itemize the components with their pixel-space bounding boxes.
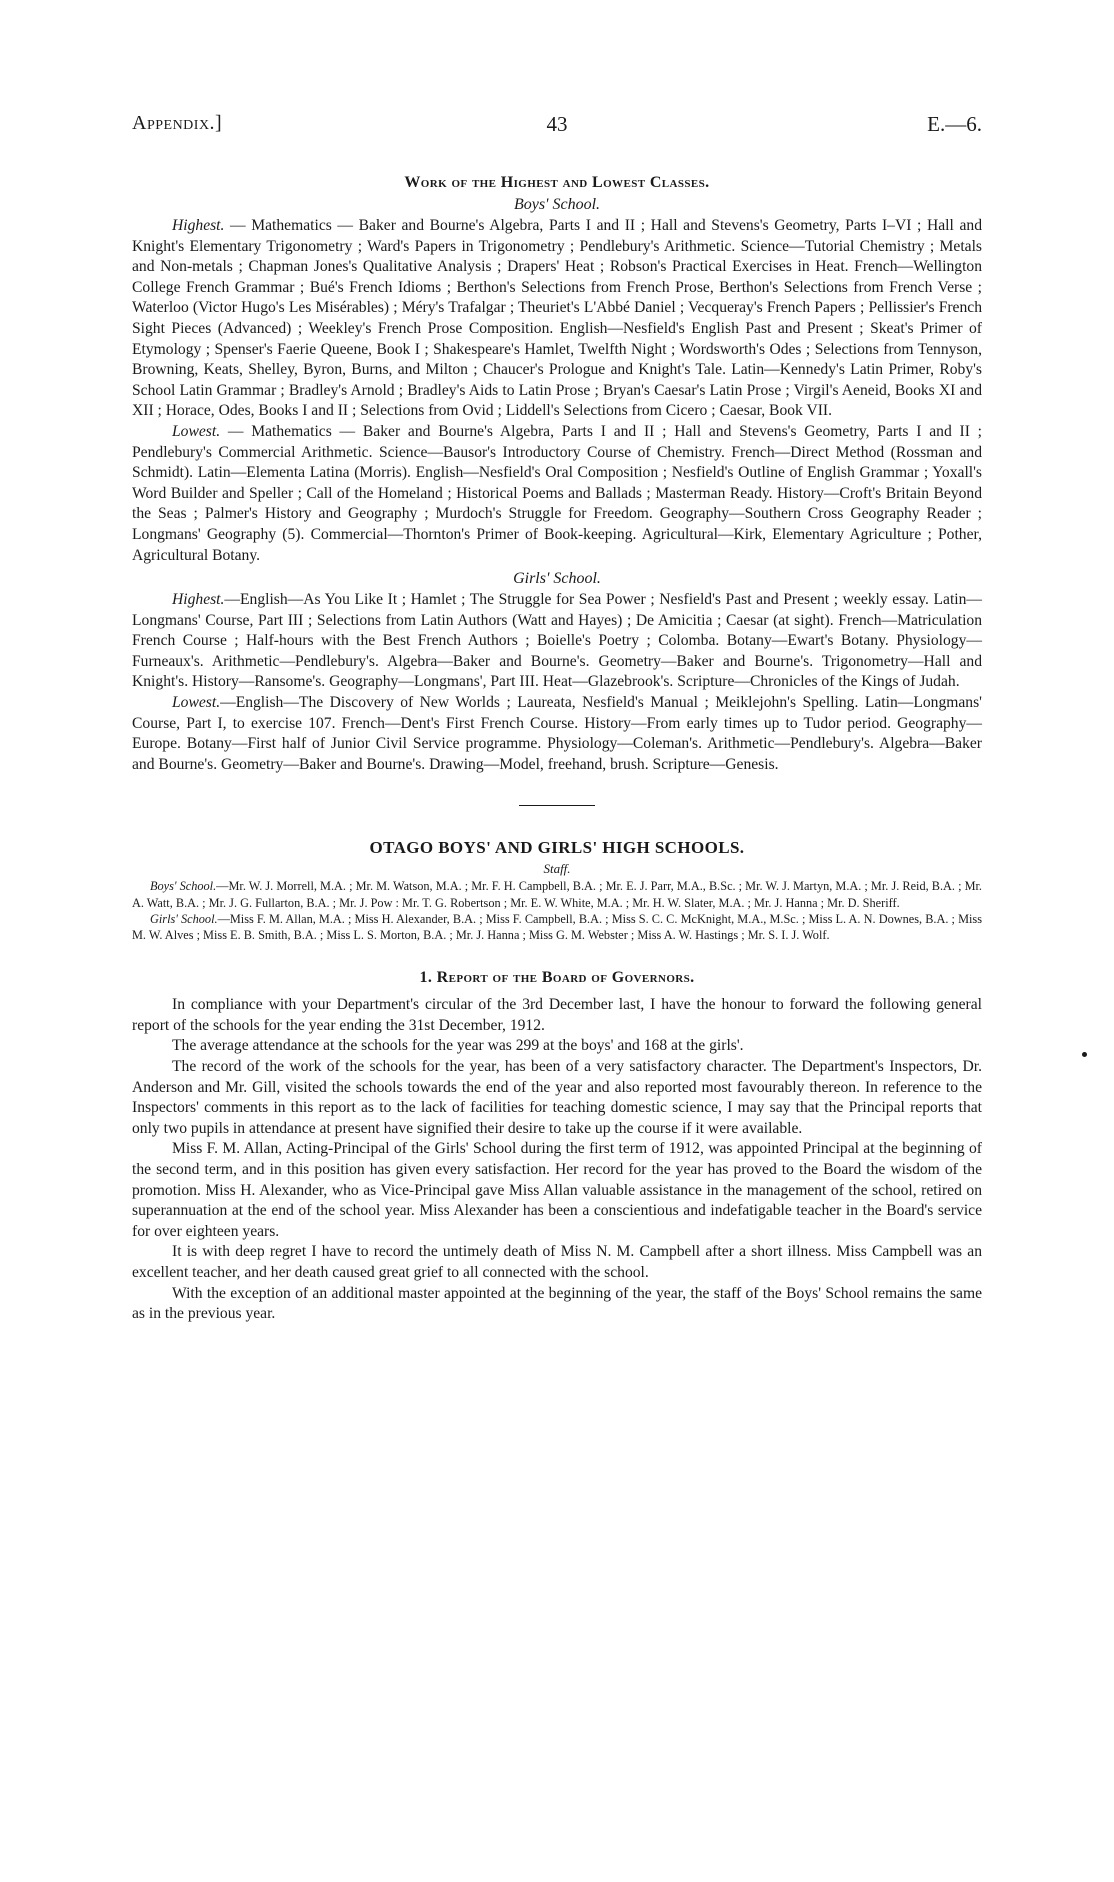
girls-highest-lead: Highest.	[172, 591, 225, 609]
girls-staff-lead: Girls' School.	[150, 911, 218, 926]
girls-highest-text: —English—As You Like It ; Hamlet ; The Struggle for Sea Power ; Nesfield's Past and Present ; weekly essay. Latin—Longmans' Course, Part III ; Selections from Latin Authors (Watt and Hayes) ; De Amicitia ; Caesar (at sight). French—Matriculation French Course ; Half-hours with the Best French Authors ; Boielle's Poetry ; Colomba. Botany—Ewart's Botany. Physiology—Furneaux's. Arithmetic—Pendlebury's. Algebra—Baker and Bourne's. Geometry—Baker and Bourne's. Trigonometry—Hall and Knight's. History—Ransome's. Geography—Longmans', Part III. Heat—Glazebrook's. Scripture—Chronicles of the Kings of Judah.	[132, 591, 982, 691]
boys-lowest-text: — Mathematics — Baker and Bourne's Algebra, Parts I and II ; Hall and Stevens's Geometry, Parts I and II ; Pendlebury's Commercial Arithmetic. Science—Bausor's Introductory Course of Chemistry. French—Direct Method (Rossman and Schmidt). Latin—Elementa Latina (Morris). English—Nesfield's Oral Composition ; Nesfield's Outline of English Grammar ; Yoxall's Word Builder and Speller ; Call of the Homeland ; Historical Poems and Ballads ; Masterman Ready. History—Croft's Britain Beyond the Seas ; Palmer's History and Geography ; Murdoch's Struggle for Freedom. Geography—Southern Cross Geography Reader ; Longmans' Geography (5). Commercial—Thornton's Primer of Book-keeping. Agricultural—Kirk, Elementary Agriculture ; Pother, Agricultural Botany.	[132, 422, 982, 564]
boys-lowest-lead: Lowest.	[172, 422, 221, 440]
report-paragraph: The average attendance at the schools for the year was 299 at the boys' and 168 at the girls'.	[172, 1037, 744, 1055]
boys-staff-list	[132, 878, 982, 910]
boys-highest-lead: Highest.	[172, 217, 225, 234]
boys-staff-lead: Boys' School.	[150, 879, 217, 894]
report-paragraph: The record of the work of the schools for the year, has been of a very satisfactory character. The Department's Inspectors, Dr. Anderson and Mr. Gill, visited the schools towards the end of the year and also reported most favourably thereon. In reference to the Inspectors' comments in this report as to the lack of facilities for teaching domestic science, I may say that the Principal reports that only two pupils in attendance at present have signified their desire to take up the course if it were available.	[132, 1058, 982, 1137]
girls-lowest-lead: Lowest.	[172, 694, 221, 712]
boys-staff-text: —Mr. W. J. Morrell, M.A. ; Mr. M. Watson, M.A. ; Mr. F. H. Campbell, B.A. ; Mr. E. J. Parr, M.A., B.Sc. ; Mr. W. J. Martyn, M.A. ; Mr. J. Reid, B.A. ; Mr. A. Watt, B.A. ; Mr. J. G. Fullarton, B.A. ; Mr. J. Pow : Mr. T. G. Robertson ; Mr. E. W. White, M.A. ; Mr. H. W. Slater, M.A. ; Mr. J. Hanna ; Mr. D. Sheriff.	[132, 879, 982, 910]
girls-school-heading: Girls' School.	[513, 570, 601, 588]
margin-mark	[1082, 1052, 1087, 1057]
header-appendix-label: Appendix.]	[132, 112, 223, 134]
header-page-number: 43	[546, 112, 568, 136]
work-section-title: Work of the Highest and Lowest Classes.	[404, 174, 710, 191]
boys-highest-text: — Mathematics — Baker and Bourne's Algebra, Parts I and II ; Hall and Stevens's Geometry, Parts I–VI ; Hall and Knight's Elementary Trigonometry ; Ward's Papers in Trigonometry ; Pendlebury's Arithmetic. Science—Tutorial Chemistry ; Metals and Non-metals ; Chapman Jones's Qualitative Analysis ; Drapers' Heat ; Robson's Practical Exercises in Heat. French—Wellington College French Grammar ; Bué's French Idioms ; Berthon's Selections from French Prose, Berthon's Selections from French Verse ; Waterloo (Victor Hugo's Les Misérables) ; Méry's Trafalgar ; Theuriet's L'Abbé Daniel ; Vecqueray's French Papers ; Pellissier's French Sight Pieces (Advanced) ; Weekley's French Prose Composition. English—Nesfield's English Past and Present ; Skeat's Primer of Etymology ; Spenser's Faerie Queene, Book I ; Shakespeare's Hamlet, Twelfth Night ; Wordsworth's Odes ; Selections from Tennyson, Browning, Keats, Shelley, Byron, Burns, and Milton ; Chaucer's Prologue and Knight's Tale. Latin—Kennedy's Latin Primer, Roby's School Latin Grammar ; Bradley's Arnold ; Bradley's Aids to Latin Prose ; Bryan's Caesar's Latin Prose ; Virgil's Aeneid, Books XI and XII ; Horace, Odes, Books I and II ; Selections from Ovid ; Liddell's Selections from Cicero ; Caesar, Book VII.	[132, 217, 982, 420]
girls-lowest-paragraph	[132, 693, 982, 775]
otago-section-title: OTAGO BOYS' AND GIRLS' HIGH SCHOOLS.	[369, 838, 745, 858]
page-content	[132, 112, 982, 1325]
report-paragraph: Miss F. M. Allan, Acting-Principal of the Girls' School during the first term of 1912, was appointed Principal at the beginning of the second term, and in this position has given every satisfaction. Her record for the year has proved to the Board the wisdom of the promotion. Miss H. Alexander, who as Vice-Principal gave Miss Allan valuable assistance in the management of the school, retired on superannuation at the end of the school year. Miss Alexander has been a conscientious and indefatigable teacher in the Board's service for over eighteen years.	[132, 1140, 982, 1240]
staff-heading: Staff.	[543, 861, 571, 877]
girls-lowest-text: —English—The Discovery of New Worlds ; Laureata, Nesfield's Manual ; Meiklejohn's Spelling. Latin—Longmans' Course, Part I, to exercise 107. French—Dent's First French Course. History—From early times up to Tudor period. Geography—Europe. Botany—First half of Junior Civil Service programme. Physiology—Coleman's. Arithmetic—Pendlebury's. Algebra—Baker and Bourne's. Geometry—Baker and Bourne's. Drawing—Model, freehand, brush. Scripture—Genesis.	[132, 694, 982, 773]
girls-highest-paragraph	[132, 590, 982, 693]
report-paragraph: It is with deep regret I have to record the untimely death of Miss N. M. Campbell after a short illness. Miss Campbell was an excellent teacher, and her death caused great grief to all connected with the school.	[132, 1243, 982, 1281]
boys-highest-paragraph	[132, 216, 982, 422]
boys-lowest-paragraph	[132, 422, 982, 566]
girls-staff-list	[132, 911, 982, 943]
report-paragraph: In compliance with your Department's circular of the 3rd December last, I have the honour to forward the following general report of the schools for the year ending the 31st December, 1912.	[132, 996, 982, 1034]
girls-staff-text: —Miss F. M. Allan, M.A. ; Miss H. Alexander, B.A. ; Miss F. Campbell, B.A. ; Miss S. C. C. McKnight, M.A., M.Sc. ; Miss L. A. N. Downes, B.A. ; Miss M. W. Alves ; Miss E. B. Smith, B.A. ; Miss L. S. Morton, B.A. ; Mr. J. Hanna ; Miss G. M. Webster ; Miss A. W. Hastings ; Mr. S. I. J. Wolf.	[132, 911, 982, 943]
boys-school-heading: Boys' School.	[513, 196, 601, 213]
report-title: 1. Report of the Board of Governors.	[419, 969, 695, 987]
header-document-code: E.—6.	[927, 112, 982, 136]
report-paragraph: With the exception of an additional master appointed at the beginning of the year, the staff of the Boys' School remains the same as in the previous year.	[132, 1284, 982, 1323]
running-header	[132, 112, 982, 152]
